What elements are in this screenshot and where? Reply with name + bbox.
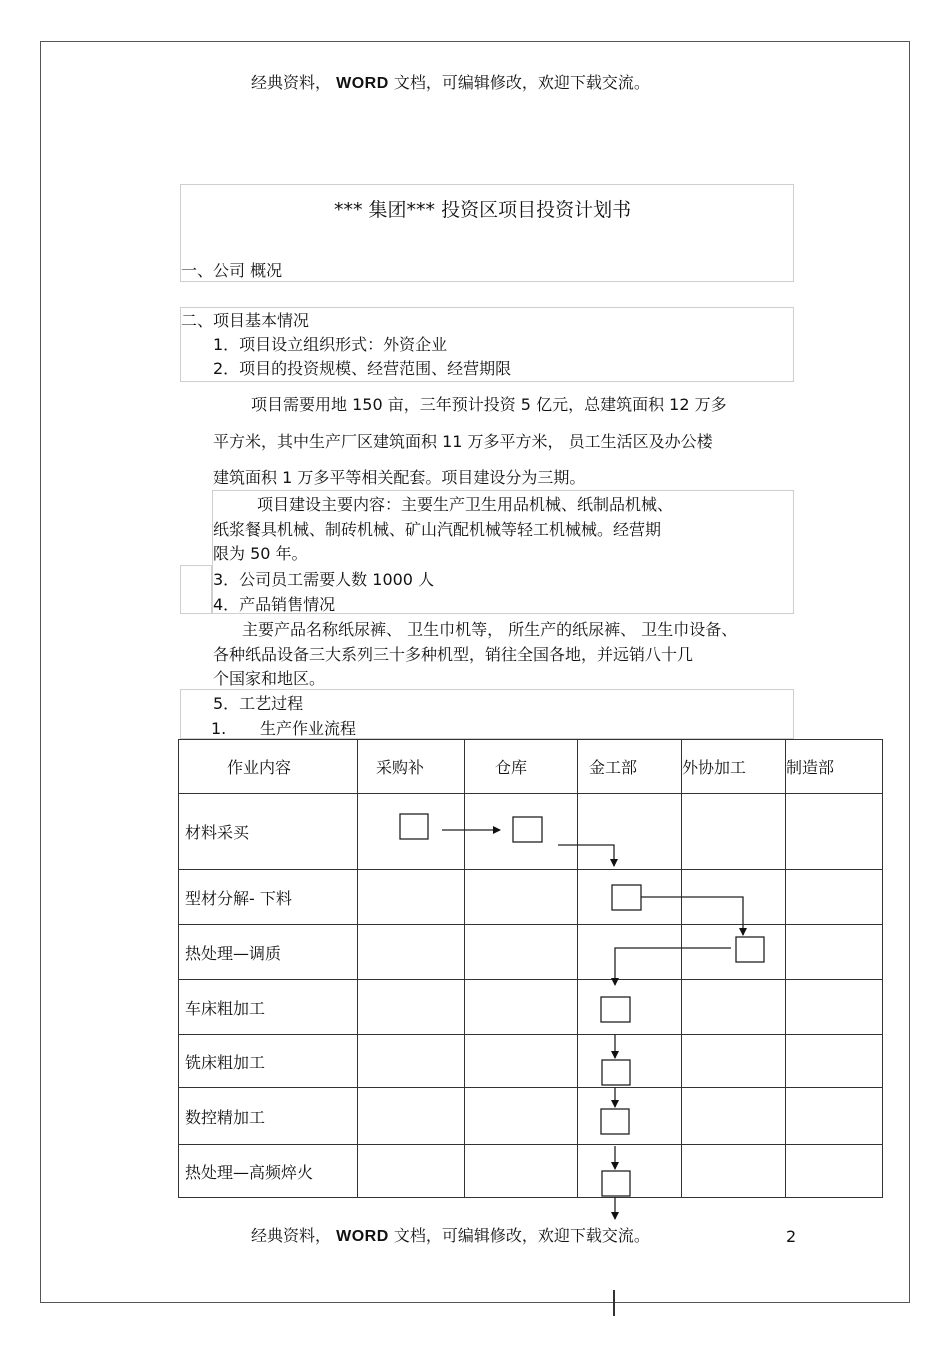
item-3: 3．公司员工需要人数 1000 人	[213, 570, 435, 589]
header-banner-word: WORD	[336, 75, 389, 92]
paragraph-3-line-1: 主要产品名称纸尿裤、 卫生巾机等， 所生产的纸尿裤、 卫生巾设备、	[242, 620, 738, 639]
step-box-quench	[602, 1171, 630, 1196]
paragraph-1-line-1: 项目需要用地 150 亩，三年预计投资 5 亿元，总建筑面积 12 万多	[251, 395, 727, 414]
footer-banner	[251, 1226, 650, 1247]
footer-banner-prefix: 经典资料，	[251, 1226, 332, 1245]
header-cell: 采购补	[358, 740, 465, 794]
footer-banner-word: WORD	[336, 1228, 389, 1245]
paragraph-2-line-2: 纸浆餐具机械、制砖机械、矿山汽配机械等轻工机械械。经营期	[213, 520, 662, 539]
step-box-cnc	[601, 1109, 629, 1134]
paragraph-2-line-3: 限为 50 年。	[213, 544, 308, 563]
step-box-outsourced-heat	[736, 937, 764, 962]
step-box-milling	[602, 1060, 630, 1085]
paragraph-1-line-2: 平方米，其中生产厂区建筑面积 11 万多平方米， 员工生活区及办公楼	[213, 432, 713, 451]
row-label: 热处理—高频焠火	[179, 1145, 358, 1198]
row-label: 热处理—调质	[179, 925, 358, 980]
step-box-warehouse	[513, 817, 542, 842]
row-label: 车床粗加工	[179, 980, 358, 1035]
item-2: 2．项目的投资规模、经营范围、经营期限	[213, 359, 512, 378]
paragraph-3-line-2: 各种纸品设备三大系列三十多种机型，销往全国各地，并远销八十几	[213, 645, 694, 664]
header-banner-suffix: 文档，可编辑修改，欢迎下载交流。	[393, 73, 650, 92]
subitem-1-number: 1.	[211, 719, 227, 738]
footer-banner-suffix: 文档，可编辑修改，欢迎下载交流。	[393, 1226, 650, 1245]
item-4: 4．产品销售情况	[213, 595, 336, 614]
section-1-heading: 一、公司 概况	[181, 261, 283, 280]
subitem-1-label: 生产作业流程	[260, 719, 357, 738]
item-1: 1．项目设立组织形式：外资企业	[213, 335, 448, 354]
flow-arrow	[641, 897, 743, 935]
paragraph-3-line-3: 个国家和地区。	[213, 669, 326, 688]
header-banner-prefix: 经典资料，	[251, 73, 332, 92]
header-cell: 仓库	[465, 740, 578, 794]
page-tick-mark	[613, 1290, 615, 1316]
document-title: *** 集团*** 投资区项目投资计划书	[334, 199, 632, 221]
flow-arrow	[615, 948, 731, 985]
row-label: 型材分解- 下料	[179, 870, 358, 925]
header-cell: 制造部	[786, 740, 883, 794]
paragraph-2-line-1: 项目建设主要内容：主要生产卫生用品机械、纸制品机械、	[257, 495, 674, 514]
header-cell: 作业内容	[179, 740, 358, 794]
step-box-purchase	[400, 814, 428, 839]
row-label: 材料采买	[179, 794, 358, 870]
paragraph-1-line-3: 建筑面积 1 万多平等相关配套。项目建设分为三期。	[213, 468, 586, 487]
row-label: 铣床粗加工	[179, 1035, 358, 1088]
flow-arrow	[558, 845, 614, 866]
page-number: 2	[786, 1227, 797, 1246]
header-cell: 金工部	[578, 740, 682, 794]
item-5: 5．工艺过程	[213, 694, 304, 713]
section-2-heading: 二、项目基本情况	[181, 311, 310, 330]
header-cell: 外协加工	[682, 740, 786, 794]
row-label: 数控精加工	[179, 1088, 358, 1145]
step-box-cutting	[612, 885, 641, 910]
step-box-lathe	[601, 997, 630, 1022]
